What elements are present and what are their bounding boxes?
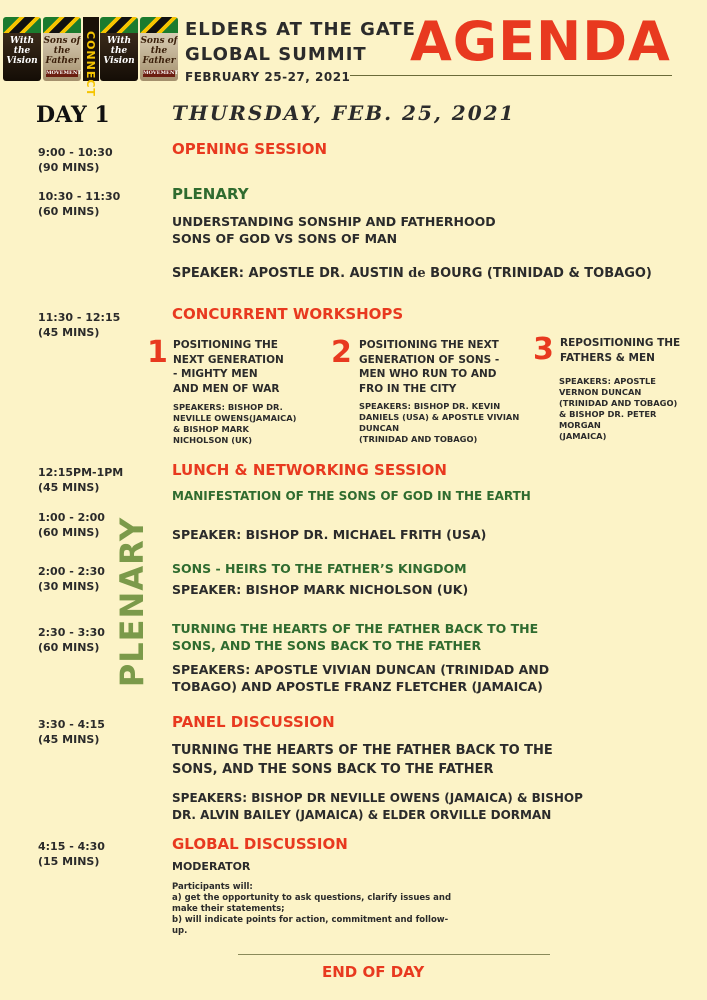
speaker-line: DUNCAN [359, 423, 400, 433]
time-slot [38, 564, 105, 594]
title-line: SONS, AND THE SONS BACK TO THE FATHER [172, 638, 482, 653]
workshop-number: 3 [533, 332, 554, 367]
logo-with-the-vision-2 [100, 17, 138, 81]
logo-sons-of-the-father-2 [140, 17, 178, 81]
time-slot [38, 145, 113, 175]
event-title-line2: GLOBAL SUMMIT [185, 44, 367, 65]
p3-speaker: SPEAKER: BISHOP MARK NICHOLSON (UK) [172, 582, 469, 597]
topic-line: SONS, AND THE SONS BACK TO THE FATHER [172, 762, 494, 777]
panel-speakers [172, 790, 583, 824]
workshop-speakers [173, 402, 296, 446]
speaker-line: TOBAGO) AND APOSTLE FRANZ FLETCHER (JAMAICA) [172, 679, 543, 694]
speaker-line: (JAMAICA) [559, 431, 607, 441]
note-line: make their statements; [172, 904, 285, 914]
p3-title: SONS - HEIRS TO THE FATHER’S KINGDOM [172, 561, 467, 576]
time-range: 2:00 - 2:30 [38, 565, 105, 578]
day-label: DAY 1 [36, 102, 110, 128]
p4-title [172, 620, 538, 654]
agenda-title: AGENDA [410, 10, 671, 73]
p2-speaker: SPEAKER: BISHOP DR. MICHAEL FRITH (USA) [172, 527, 487, 542]
time-range: 2:30 - 3:30 [38, 626, 105, 639]
time-slot [38, 189, 120, 219]
plenary-vertical-label [106, 516, 158, 688]
topic-line: UNDERSTANDING SONSHIP AND FATHERHOOD [172, 214, 496, 229]
workshop-title-line: NEXT GENERATION [173, 353, 284, 366]
note-line: up. [172, 926, 188, 936]
session-title-panel: PANEL DISCUSSION [172, 713, 335, 731]
duration: (60 MINS) [38, 526, 100, 539]
session-title-opening: OPENING SESSION [172, 140, 328, 158]
end-of-day: END OF DAY [322, 963, 425, 981]
speaker-text-de: de [408, 266, 426, 281]
duration: (45 MINS) [38, 481, 100, 494]
day-date: THURSDAY, FEB. 25, 2021 [172, 101, 516, 125]
speaker-line: SPEAKERS: APOSTLE VIVIAN DUNCAN (TRINIDAD AND [172, 662, 550, 677]
time-slot [38, 717, 105, 747]
logo-text: Sons of the Father [43, 36, 81, 66]
speaker-line: (TRINIDAD AND TOBAGO) [359, 434, 478, 444]
time-range: 3:30 - 4:15 [38, 718, 105, 731]
logo-sons-of-the-father [43, 17, 81, 81]
session-title-lunch: LUNCH & NETWORKING SESSION [172, 461, 447, 479]
workshop-title [173, 338, 284, 396]
speaker-line: NEVILLE OWENS(JAMAICA) [173, 413, 297, 423]
logo-bar: MOVEMENT [46, 70, 81, 76]
time-range: 11:30 - 12:15 [38, 311, 121, 324]
footer-divider [238, 954, 550, 955]
logo-text: With the Vision [100, 33, 138, 81]
session-title-workshops: CONCURRENT WORKSHOPS [172, 305, 404, 323]
p4-speakers [172, 661, 549, 695]
workshop-title [359, 338, 499, 396]
duration: (60 MINS) [38, 641, 100, 654]
speaker-line: (TRINIDAD AND TOBAGO) [559, 398, 678, 408]
topic-line: TURNING THE HEARTS OF THE FATHER BACK TO THE [172, 743, 553, 758]
workshop-title-line: FRO IN THE CITY [359, 382, 457, 395]
speaker-line: NICHOLSON (UK) [173, 435, 253, 445]
speaker-line: DANIELS (USA) & APOSTLE VIVIAN [359, 412, 520, 422]
workshop-number: 2 [331, 335, 352, 370]
time-range: 10:30 - 11:30 [38, 190, 121, 203]
workshop-number: 1 [147, 335, 168, 370]
time-range: 1:00 - 2:00 [38, 511, 105, 524]
logo-bar: MOVEMENT [143, 70, 178, 76]
speaker-line: DR. ALVIN BAILEY (JAMAICA) & ELDER ORVILLE DORMAN [172, 808, 552, 822]
speaker-text: SPEAKER: APOSTLE DR. AUSTIN [172, 266, 409, 281]
time-range: 12:15PM-1PM [38, 466, 124, 479]
time-range: 9:00 - 10:30 [38, 146, 113, 159]
time-slot [38, 839, 105, 869]
duration: (15 MINS) [38, 855, 100, 868]
speaker-line: & BISHOP DR. PETER [559, 409, 657, 419]
lunch-subtitle: MANIFESTATION OF THE SONS OF GOD IN THE EARTH [172, 489, 531, 503]
duration: (30 MINS) [38, 580, 100, 593]
duration: (60 MINS) [38, 205, 100, 218]
time-range: 4:15 - 4:30 [38, 840, 105, 853]
duration: (45 MINS) [38, 326, 100, 339]
workshop-title-line: MEN WHO RUN TO AND [359, 368, 497, 380]
plenary-label-text: PLENARY [113, 516, 151, 688]
workshop-speakers [559, 376, 677, 442]
event-dates: FEBRUARY 25-27, 2021 [185, 70, 351, 84]
note-line: Participants will: [172, 882, 253, 892]
workshop-speakers [359, 401, 519, 445]
logo-text: With the Vision [3, 33, 41, 81]
duration: (90 MINS) [38, 161, 100, 174]
logo-text: Sons of the Father [140, 36, 178, 66]
workshop-title [560, 336, 680, 365]
speaker-line: SPEAKERS: BISHOP DR NEVILLE OWENS (JAMAICA) & BISHOP [172, 791, 583, 805]
session-title-plenary: PLENARY [172, 185, 249, 203]
speaker-line: SPEAKERS: BISHOP DR. [173, 402, 283, 412]
logo-connect: CONNECT [83, 17, 99, 81]
plenary-topic [172, 213, 496, 247]
time-slot [38, 510, 105, 540]
session-title-global: GLOBAL DISCUSSION [172, 835, 348, 853]
workshop-title-line: POSITIONING THE NEXT [359, 339, 499, 351]
global-notes [172, 882, 472, 937]
workshop-title-line: AND MEN OF WAR [173, 382, 280, 395]
speaker-text: BOURG (TRINIDAD & TOBAGO) [425, 266, 652, 281]
time-slot [38, 310, 120, 340]
speaker-line: MORGAN [559, 420, 601, 430]
topic-line: SONS OF GOD VS SONS OF MAN [172, 231, 398, 246]
workshop-title-line: FATHERS & MEN [560, 351, 655, 364]
workshop-title-line: REPOSITIONING THE [560, 337, 681, 349]
speaker-line: VERNON DUNCAN [559, 387, 642, 397]
event-title-line1: ELDERS AT THE GATE [185, 19, 416, 40]
time-slot [38, 465, 123, 495]
panel-topic [172, 741, 553, 779]
logo-with-the-vision [3, 17, 41, 81]
duration: (45 MINS) [38, 733, 100, 746]
workshop-title-line: - MIGHTY MEN [173, 368, 258, 380]
workshop-title-line: GENERATION OF SONS - [359, 353, 500, 366]
time-slot [38, 625, 105, 655]
speaker-line: SPEAKERS: APOSTLE [559, 376, 656, 386]
note-line: a) get the opportunity to ask questions, clarify issues and [172, 893, 452, 903]
plenary-speaker [172, 265, 652, 282]
title-line: TURNING THE HEARTS OF THE FATHER BACK TO THE [172, 621, 539, 636]
workshop-title-line: POSITIONING THE [173, 339, 278, 351]
moderator-label: MODERATOR [172, 860, 251, 873]
header-divider [350, 75, 672, 76]
speaker-line: & BISHOP MARK [173, 424, 249, 434]
note-line: b) will indicate points for action, commitment and follow- [172, 915, 449, 925]
speaker-line: SPEAKERS: BISHOP DR. KEVIN [359, 401, 501, 411]
